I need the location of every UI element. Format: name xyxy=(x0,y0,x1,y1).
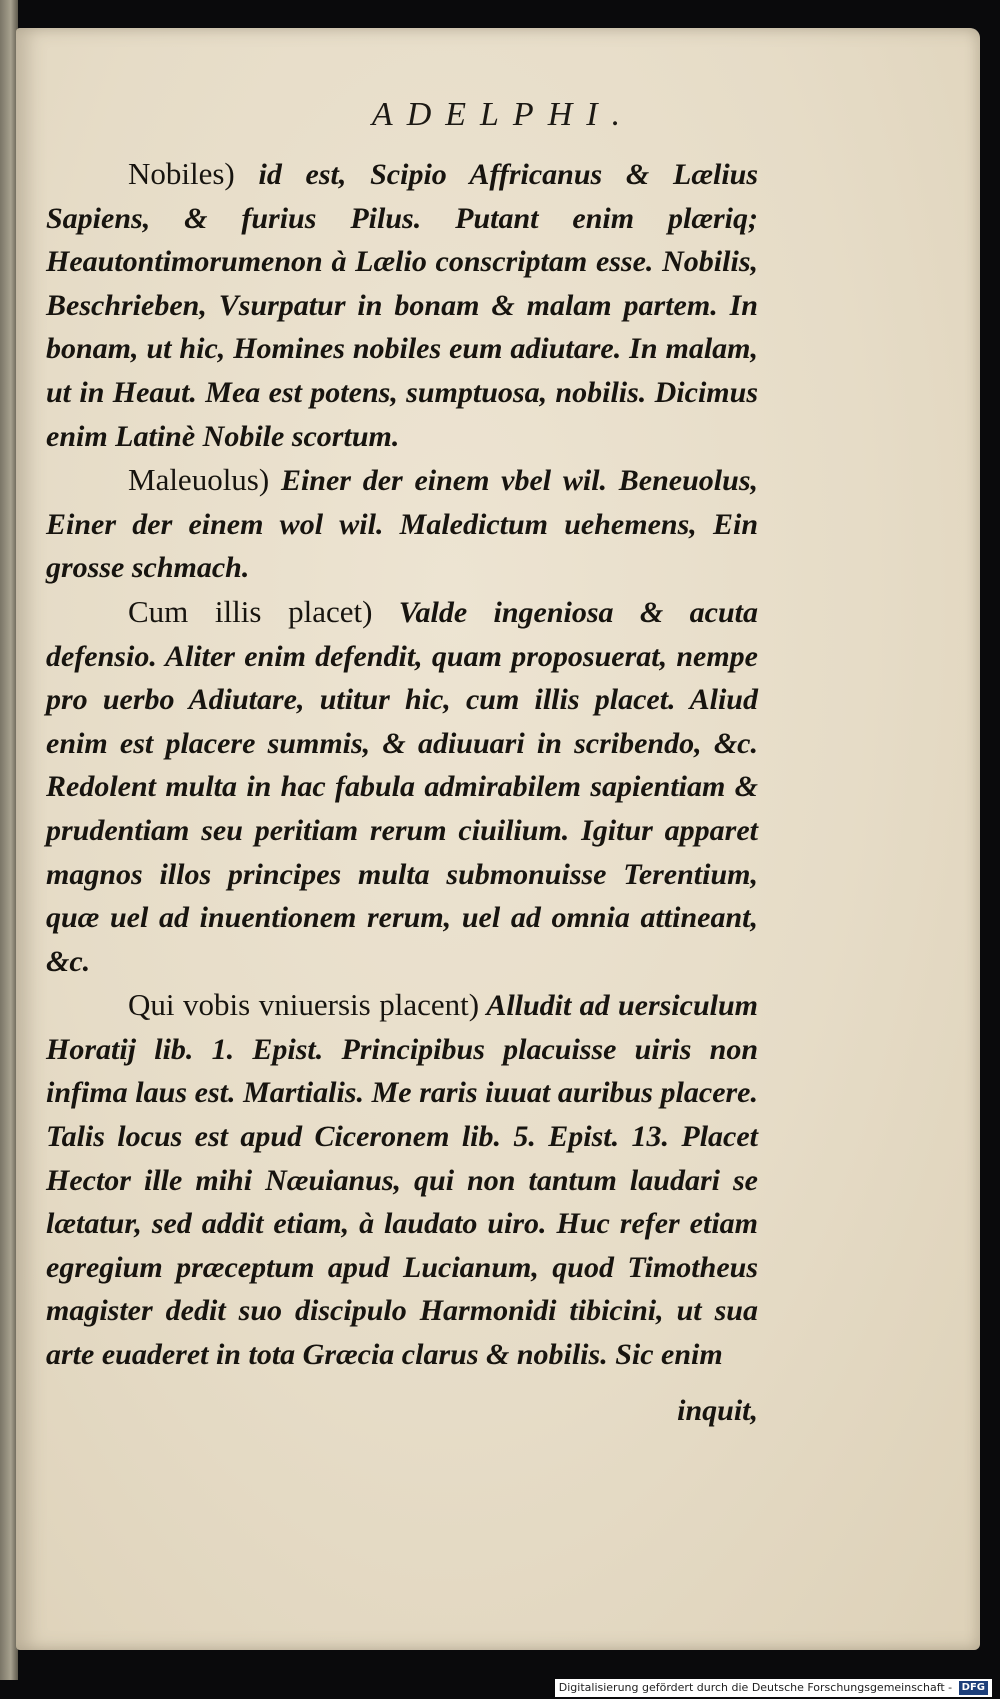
catchword: inquit, xyxy=(677,1394,758,1427)
lemma: Cum illis placet) xyxy=(128,593,373,629)
running-head: ADELPHI. xyxy=(371,96,635,133)
gloss-text: id est, Scipio Affricanus & Lælius Sapiens, & furius Pilus. Putant enim plæriq; Heautontimorumenon à Lælio conscriptam esse. Nobilis, Beschrieben, Vsurpatur in bonam & malam partem. In bonam, ut hic, Homines nobiles eum adiutare. In malam, ut in Heaut. Mea est potens, sumptuosa, nobilis. Dicimus enim Latinè Nobile scortum. xyxy=(46,158,759,453)
lemma: Maleuolus) xyxy=(128,462,270,498)
lemma: Qui vobis vniuersis placent) xyxy=(128,987,480,1023)
commentary-text xyxy=(46,152,758,1377)
commentary-paragraph xyxy=(46,983,758,1376)
book-page xyxy=(16,28,980,1650)
digitization-credit xyxy=(555,1679,992,1697)
commentary-paragraph xyxy=(46,152,758,458)
lemma: Nobiles) xyxy=(128,156,235,191)
credit-text: Digitalisierung gefördert durch die Deutsche Forschungsgemeinschaft - xyxy=(558,1681,953,1694)
gloss-text: Einer der einem vbel wil. Beneuolus, Einer der einem wol wil. Maledictum uehemens, Ein grosse schmach. xyxy=(46,464,758,585)
gloss-text: Valde ingeniosa & acuta defensio. Aliter enim defendit, quam proposuerat, nempe pro uerbo Adiutare, utitur hic, cum illis placet. Aliud enim est placere summis, & adiuuari in scribendo, &c. Redolent multa in hac fabula admirabilem sapientiam & prudentiam seu peritiam rerum ciuilium. Igitur apparet magnos illos principes multa submonuisse Terentium, quæ uel ad inuentionem rerum, uel ad omnia attineant, &c. xyxy=(46,595,758,978)
commentary-paragraph xyxy=(46,458,758,590)
gloss-text: Alludit ad uersiculum Horatij lib. 1. Epist. Principibus placuisse uiris non infima laus est. Martialis. Me raris iuuat auribus placere. Talis locus est apud Ciceronem lib. 5. Epist. 13. Placet Hector ille mihi Næuianus, qui non tantum laudari se lætatur, sed addit etiam, à laudato uiro. Huc refer etiam egregium præceptum apud Lucianum, quod Timotheus magister dedit suo discipulo Harmonidi tibicini, ut sua arte euaderet in tota Græcia clarus & nobilis. Sic enim xyxy=(46,989,758,1372)
dfg-logo: DFG xyxy=(959,1681,988,1695)
commentary-paragraph xyxy=(46,590,758,983)
